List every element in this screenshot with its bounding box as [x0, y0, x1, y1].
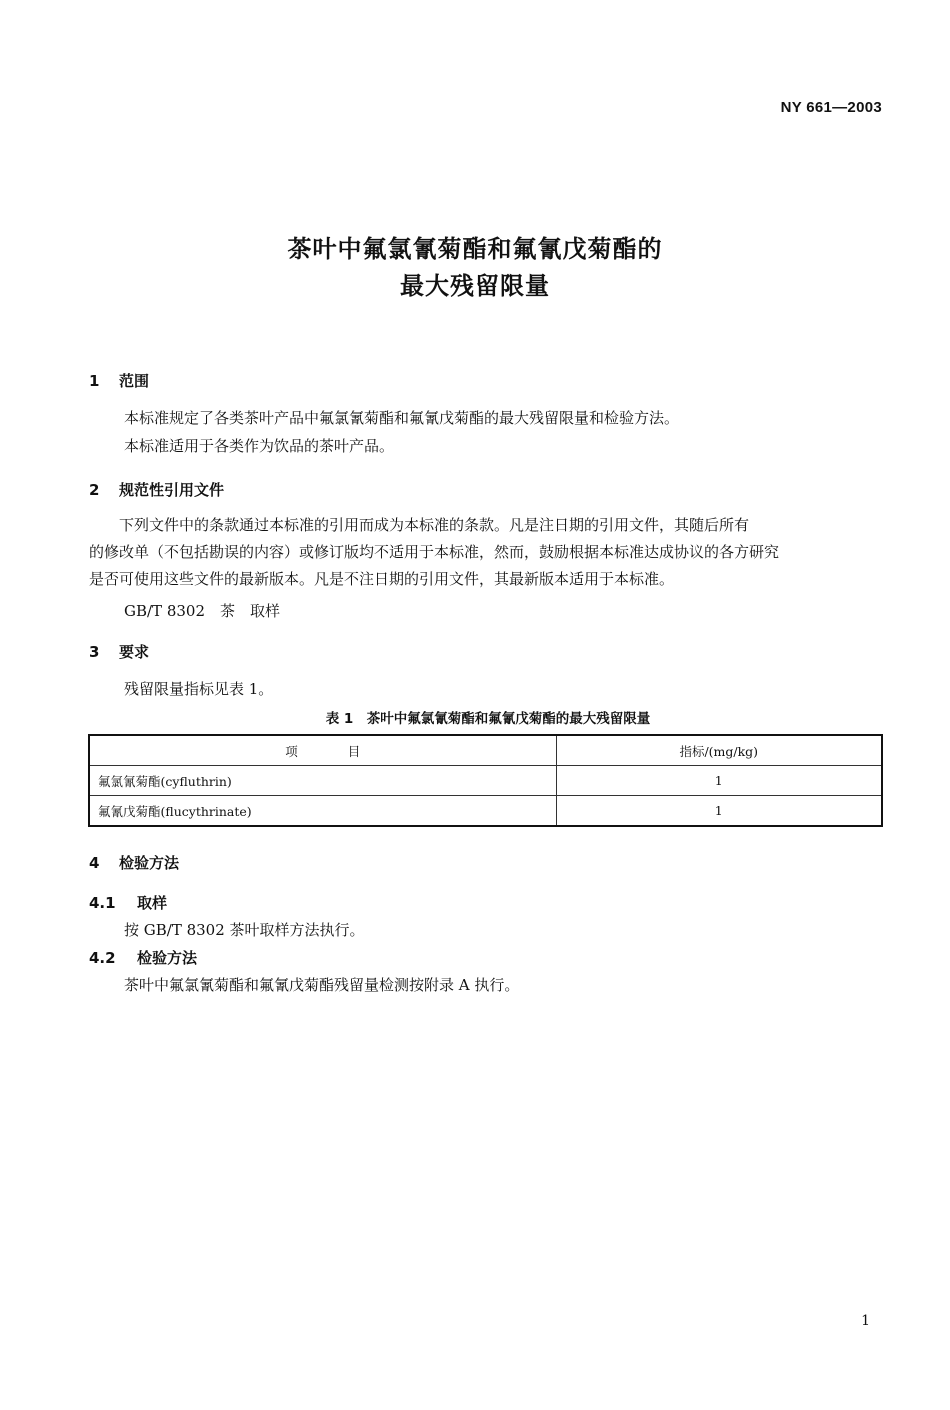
table-cell-item: 氟氰戊菊酯(flucythrinate)	[89, 796, 556, 827]
paragraph-line: 下列文件中的条款通过本标准的引用而成为本标准的条款。凡是注日期的引用文件，其随后所有	[89, 516, 750, 534]
section-1-paragraph-1: 本标准规定了各类茶叶产品中氟氯氰菊酯和氟氰戊菊酯的最大残留限量和检验方法。	[124, 409, 680, 427]
table-cell-item: 氟氯氰菊酯(cyfluthrin)	[89, 766, 556, 796]
paragraph-line: 是否可使用这些文件的最新版本。凡是不注日期的引用文件，其最新版本适用于本标准。	[89, 570, 675, 588]
section-2-paragraph	[89, 512, 885, 593]
section-1-paragraph-2: 本标准适用于各类作为饮品的茶叶产品。	[124, 437, 395, 455]
table-cell-value: 1	[556, 766, 882, 796]
section-title: 规范性引用文件	[119, 481, 225, 499]
section-4-heading	[89, 852, 179, 873]
section-title: 检验方法	[137, 949, 198, 967]
document-title-line2: 最大残留限量	[400, 272, 550, 300]
section-4-2-heading	[89, 947, 197, 968]
table-header-row	[89, 735, 882, 766]
section-2-heading	[89, 479, 224, 500]
section-number: 2	[89, 481, 100, 499]
section-number: 4	[89, 854, 100, 872]
column-header-item: 项 目	[89, 735, 556, 766]
section-1-heading	[89, 370, 149, 391]
section-title: 要求	[119, 643, 150, 661]
section-4-2-text: 茶叶中氟氯氰菊酯和氟氰戊菊酯残留量检测按附录 A 执行。	[124, 976, 520, 994]
page-number: 1	[861, 1313, 870, 1329]
document-code: NY 661—2003	[780, 99, 882, 116]
section-number: 4.2	[89, 949, 116, 967]
normative-reference: GB/T 8302 茶 取样	[124, 602, 281, 620]
table-caption: 表 1 茶叶中氟氯氰菊酯和氟氰戊菊酯的最大残留限量	[325, 711, 651, 727]
residue-limit-table	[88, 734, 883, 827]
column-header-limit: 指标/(mg/kg)	[556, 735, 882, 766]
section-number: 3	[89, 643, 100, 661]
section-4-1-text: 按 GB/T 8302 茶叶取样方法执行。	[124, 921, 365, 939]
table-cell-value: 1	[556, 796, 882, 827]
table-row	[89, 766, 882, 796]
document-title-line1: 茶叶中氟氯氰菊酯和氟氰戊菊酯的	[287, 235, 663, 263]
paragraph-line: 的修改单（不包括勘误的内容）或修订版均不适用于本标准，然而，鼓励根据本标准达成协议的各方研究	[89, 543, 780, 561]
table-row	[89, 796, 882, 827]
section-title: 检验方法	[119, 854, 180, 872]
section-number: 1	[89, 372, 100, 390]
section-3-paragraph: 残留限量指标见表 1。	[124, 680, 274, 698]
section-number: 4.1	[89, 894, 116, 912]
section-title: 范围	[119, 372, 150, 390]
section-title: 取样	[137, 894, 168, 912]
section-4-1-heading	[89, 892, 167, 913]
section-3-heading	[89, 641, 149, 662]
